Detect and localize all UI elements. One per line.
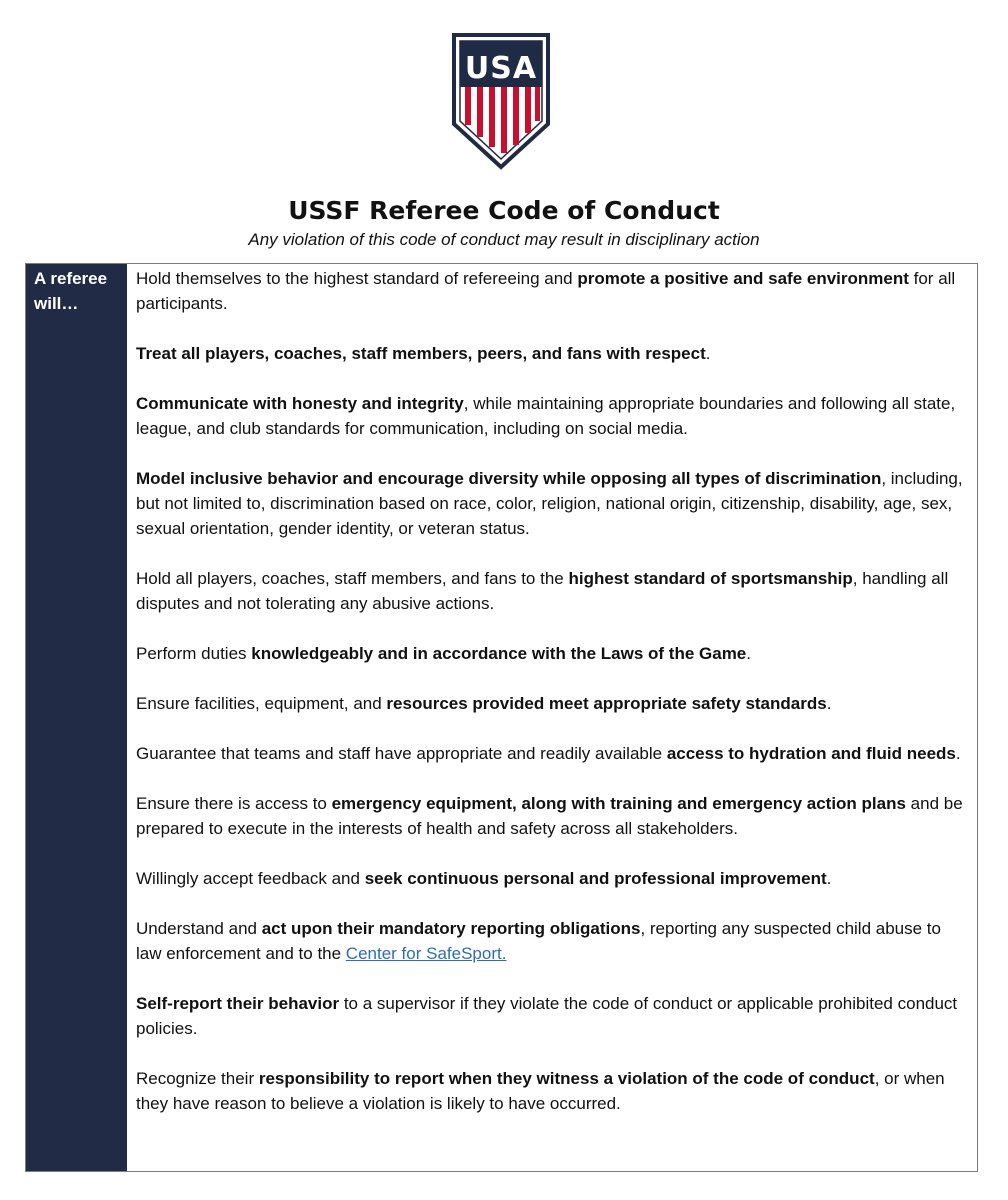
conduct-item — [136, 341, 969, 366]
conduct-item-text: Ensure facilities, equipment, and — [136, 694, 387, 713]
svg-text:USA: USA — [464, 51, 538, 86]
conduct-item — [136, 566, 969, 616]
document-title: USSF Referee Code of Conduct — [288, 196, 720, 225]
code-of-conduct-table — [25, 263, 978, 1172]
conduct-item-text: . — [705, 344, 711, 363]
conduct-item-text: . — [746, 644, 752, 663]
conduct-item — [136, 391, 969, 441]
conduct-item — [136, 916, 969, 966]
conduct-item-text: and be prepared to execute in the interests of health and safety across all stakeholders. — [136, 794, 963, 838]
conduct-item-text: Willingly accept feedback and — [136, 869, 365, 888]
conduct-item-bold: Model inclusive behavior and encourage diversity while opposing all types of discrimination — [136, 469, 882, 488]
conduct-item — [136, 691, 969, 716]
conduct-item — [136, 741, 969, 766]
conduct-item-bold: promote a positive and safe environment — [577, 269, 909, 288]
conduct-item — [136, 641, 969, 666]
conduct-item-text: Ensure there is access to — [136, 794, 332, 813]
conduct-item — [136, 266, 969, 316]
conduct-item-bold: responsibility to report when they witness a violation of the code of conduct — [258, 1069, 875, 1088]
conduct-item-text: , while maintaining appropriate boundaries and following all state, league, and club standards for communication, including on social media. — [136, 394, 956, 438]
conduct-item-bold: Treat all players, coaches, staff members, peers, and fans with respect — [136, 344, 706, 363]
conduct-item — [136, 991, 969, 1041]
conduct-item — [136, 791, 969, 841]
conduct-item-bold: Self-report their behavior — [136, 994, 340, 1013]
conduct-item-bold: resources provided meet appropriate safety standards — [386, 694, 827, 713]
conduct-item-text: , handling all disputes and not tolerating any abusive actions. — [136, 569, 949, 613]
conduct-item-text: , or when they have reason to believe a violation is likely to have occurred. — [136, 1069, 945, 1113]
conduct-item-text: Understand and — [136, 919, 262, 938]
conduct-item — [136, 866, 969, 891]
conduct-item — [136, 1066, 969, 1116]
conduct-item-bold: act upon their mandatory reporting obligations — [261, 919, 641, 938]
conduct-item-text: , reporting any suspected child abuse to law enforcement and to the — [136, 919, 941, 963]
conduct-item-text: Hold themselves to the highest standard of refereeing and — [136, 269, 578, 288]
conduct-item-text: , including, but not limited to, discrimination based on race, color, religion, national origin, citizenship, disability, age, sex, sexual orientation, gender identity, or veteran status. — [136, 469, 963, 538]
safesport-link[interactable]: Center for SafeSport. — [345, 944, 507, 963]
conduct-item-bold: access to hydration and fluid needs — [666, 744, 956, 763]
conduct-item-bold: knowledgeably and in accordance with the Laws of the Game — [251, 644, 747, 663]
conduct-item-text: . — [955, 744, 961, 763]
conduct-item-text: to a supervisor if they violate the code of conduct or applicable prohibited conduct policies. — [136, 994, 958, 1038]
conduct-item — [136, 466, 969, 541]
usa-crest-logo — [451, 32, 551, 170]
conduct-item-text: Hold all players, coaches, staff members, and fans to the — [136, 569, 569, 588]
conduct-item-bold: Communicate with honesty and integrity — [136, 394, 464, 413]
conduct-item-text: Recognize their — [136, 1069, 259, 1088]
conduct-item-bold: seek continuous personal and professional improvement — [364, 869, 827, 888]
conduct-item-text: Perform duties — [136, 644, 252, 663]
conduct-item-text: . — [826, 869, 832, 888]
conduct-item-text: . — [826, 694, 832, 713]
document-subtitle: Any violation of this code of conduct may result in disciplinary action — [248, 230, 760, 249]
conduct-item-bold: emergency equipment, along with training and emergency action plans — [331, 794, 906, 813]
side-header-cell: A referee will… — [26, 264, 127, 1171]
conduct-items-cell — [127, 264, 977, 1171]
conduct-item-bold: highest standard of sportsmanship — [568, 569, 853, 588]
conduct-item-text: for all participants. — [136, 269, 956, 313]
conduct-item-text: Guarantee that teams and staff have appropriate and readily available — [136, 744, 667, 763]
